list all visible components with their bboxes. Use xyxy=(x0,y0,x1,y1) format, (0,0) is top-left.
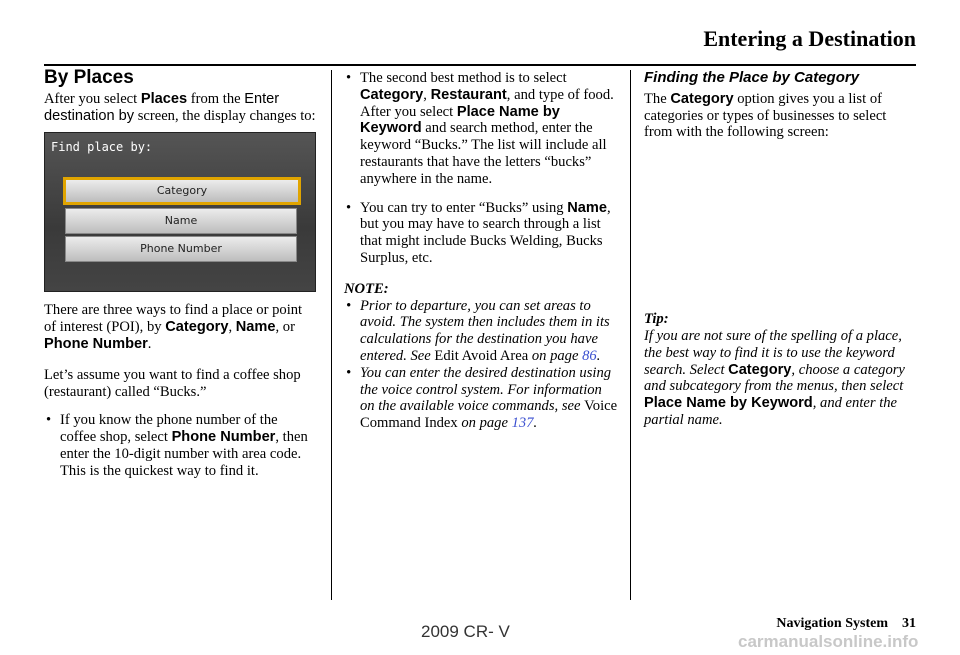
section-heading: By Places xyxy=(44,67,134,88)
screen-placeholder xyxy=(644,141,918,311)
find-place-screen xyxy=(44,132,316,292)
ways-paragraph: There are three ways to find a place or point of interest (POI), by Category, Name, or Phone Number. xyxy=(44,302,303,352)
column-divider xyxy=(331,70,332,600)
page-link[interactable]: 86 xyxy=(582,347,597,364)
header-rule xyxy=(44,64,916,66)
column-2 xyxy=(344,70,618,432)
bullet-list xyxy=(44,412,316,479)
tip-paragraph: If you are not sure of the spelling of a place, the best way to find it is to use the keyword search. Select Category, choose a category and subcategory from the menus, then select Place Name by Keyword, and enter the partial name. xyxy=(644,327,905,428)
page-number: 31 xyxy=(902,616,916,631)
page-footer: Navigation System 31 xyxy=(776,616,916,631)
page-link[interactable]: 137 xyxy=(511,415,534,432)
screen-phone-button[interactable]: Phone Number xyxy=(65,236,297,262)
screen-title: Find place by: xyxy=(51,140,153,155)
section-heading: Finding the Place by Category xyxy=(644,69,860,86)
watermark: carmanualsonline.info xyxy=(738,632,919,651)
column-divider xyxy=(630,70,631,600)
note-list xyxy=(344,298,618,432)
note-label: NOTE: xyxy=(344,280,389,297)
tip-label: Tip: xyxy=(644,311,669,328)
list-item: • If you know the phone number of the coffee shop, select Phone Number, then enter the 10-digit number with area code. This is the quickest way to find it. xyxy=(44,412,316,479)
list-item: • The second best method is to select Category, Restaurant, and type of food. After you select Place Name by Keyword and search method, enter the keyword “Bucks.” The list will include all restaurants that have the letters “bucks” anywhere in the name. xyxy=(344,70,618,188)
column-1 xyxy=(44,67,316,480)
model-label: 2009 CR- V xyxy=(421,622,510,641)
bullet-list xyxy=(344,70,618,267)
screen-name-button[interactable]: Name xyxy=(65,208,297,234)
intro-paragraph: The Category option gives you a list of categories or types of businesses to select from with the following screen: xyxy=(644,90,887,141)
column-3 xyxy=(644,70,918,429)
list-item: • You can enter the desired destination using the voice control system. For information on the available voice commands, see Voice Command Index on page 137. xyxy=(344,365,618,432)
list-item: • You can try to enter “Bucks” using Name, but you may have to search through a list that might include Bucks Welding, Bucks Surplus, etc. xyxy=(344,200,618,267)
screen-category-button[interactable]: Category xyxy=(63,177,301,205)
page-title: Entering a Destination xyxy=(703,26,916,51)
assume-paragraph: Let’s assume you want to find a coffee shop (restaurant) called “Bucks.” xyxy=(44,366,301,400)
list-item: • Prior to departure, you can set areas to avoid. The system then includes them in its calculations for the destination you have entered. See Edit Avoid Area on page 86. xyxy=(344,298,618,365)
intro-paragraph: After you select Places from the Enter destination by screen, the display changes to: xyxy=(44,90,316,124)
